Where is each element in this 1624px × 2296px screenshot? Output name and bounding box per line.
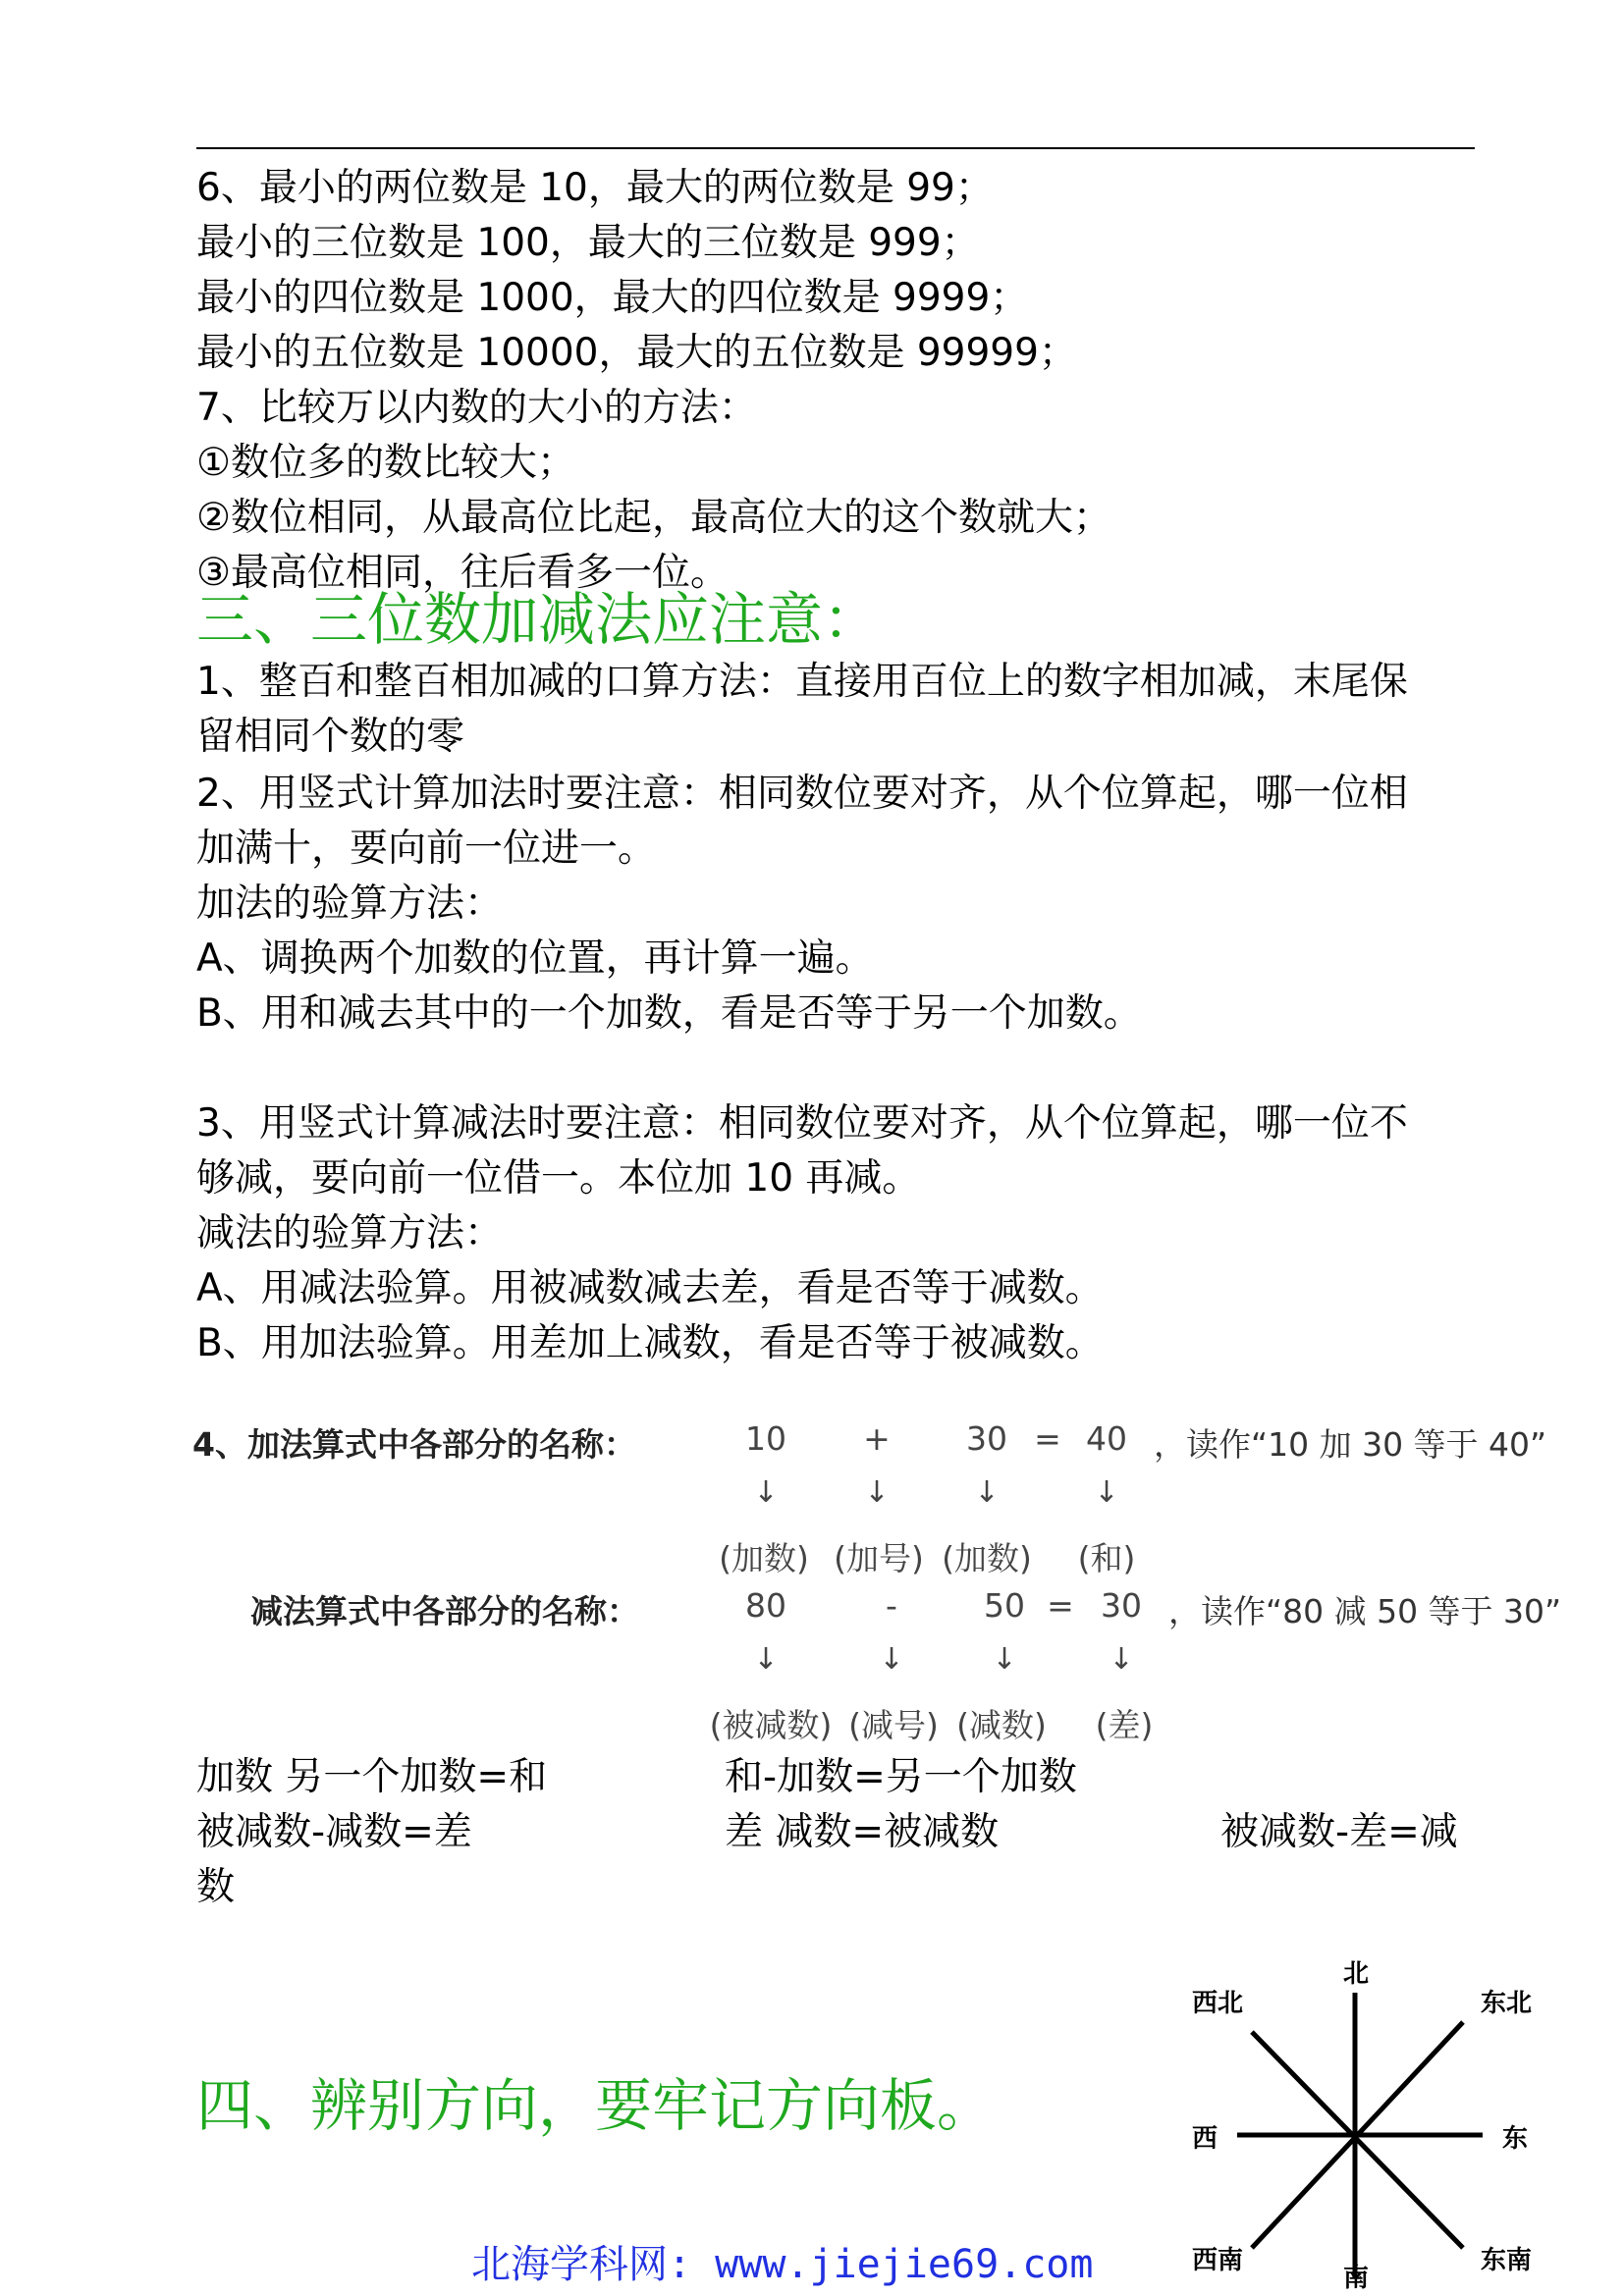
sub-name: (减号): [848, 1706, 939, 1744]
heading-3: 三、三位数加减法应注意：: [196, 586, 881, 653]
relation-3: 被减数-减数=差: [196, 1810, 472, 1854]
add-name: (加号): [834, 1539, 924, 1577]
sub-reading: ，读作“80 减 50 等于 30”: [1168, 1592, 1562, 1630]
add-label: 4、加法算式中各部分的名称：: [192, 1425, 636, 1464]
sub-label: 减法算式中各部分的名称：: [250, 1592, 639, 1630]
down-arrow-icon: ↓: [974, 1475, 1000, 1510]
sub-term: 30: [1101, 1586, 1142, 1625]
add-term: 30: [966, 1419, 1007, 1458]
add-reading: ，读作“10 加 30 等于 40”: [1154, 1425, 1547, 1464]
relation-1: 加数 另一个加数=和: [196, 1755, 548, 1799]
sub-term: =: [1047, 1586, 1074, 1625]
relation-5: 被减数-差=减: [1220, 1810, 1458, 1854]
s6-line4: 最小的五位数是 10000，最大的五位数是 99999；: [196, 331, 1077, 375]
compass-southwest: 西南: [1192, 2246, 1244, 2275]
compass-northwest: 西北: [1192, 1989, 1244, 2018]
compass-east: 东: [1502, 2124, 1529, 2154]
p3-line2: 够减，要向前一位借一。本位加 10 再减。: [196, 1156, 921, 1201]
p3-check-b: B、用加法验算。用差加上减数，看是否等于被减数。: [196, 1321, 1104, 1365]
compass-west: 西: [1192, 2124, 1218, 2154]
s6-line2: 最小的三位数是 100，最大的三位数是 999；: [196, 221, 980, 265]
s6-line3: 最小的四位数是 1000，最大的四位数是 9999；: [196, 276, 1029, 320]
sub-name: (减数): [956, 1706, 1047, 1744]
s6-line1: 6、最小的两位数是 10，最大的两位数是 99；: [196, 166, 994, 210]
down-arrow-icon: ↓: [753, 1475, 779, 1510]
sub-term: 50: [984, 1586, 1025, 1625]
down-arrow-icon: ↓: [992, 1642, 1017, 1677]
down-arrow-icon: ↓: [1094, 1475, 1119, 1510]
p2-check-b: B、用和减去其中的一个加数，看是否等于另一个加数。: [196, 991, 1142, 1036]
p3-line1: 3、用竖式计算减法时要注意：相同数位要对齐，从个位算起，哪一位不: [196, 1101, 1408, 1146]
compass-northeast: 东北: [1481, 1989, 1533, 2018]
p1-line1: 1、整百和整百相加减的口算方法：直接用百位上的数字相加减，末尾保: [196, 660, 1408, 704]
s7-title: 7、比较万以内数的大小的方法：: [196, 386, 757, 430]
p1-line2: 留相同个数的零: [196, 715, 465, 759]
sub-name: (差): [1095, 1706, 1154, 1744]
direction-board: [1168, 1953, 1581, 2293]
heading-4: 四、辨别方向，要牢记方向板。: [196, 2072, 995, 2139]
p3-check-a: A、用减法验算。用被减数减去差，看是否等于减数。: [196, 1266, 1104, 1310]
down-arrow-icon: ↓: [879, 1642, 904, 1677]
down-arrow-icon: ↓: [864, 1475, 890, 1510]
s7-item3: ③最高位相同，往后看多一位。: [196, 551, 729, 595]
sub-term: -: [886, 1586, 897, 1625]
footer-watermark: 北海学科网: www.jiejie69.com: [471, 2242, 1094, 2287]
p3-check-title: 减法的验算方法：: [196, 1211, 504, 1255]
compass-north: 北: [1343, 1959, 1370, 1989]
add-name: (和): [1077, 1539, 1136, 1577]
down-arrow-icon: ↓: [753, 1642, 779, 1677]
add-term: +: [863, 1419, 891, 1458]
add-term: 40: [1086, 1419, 1127, 1458]
add-term: 10: [745, 1419, 786, 1458]
sub-term: 80: [745, 1586, 786, 1625]
s7-item1: ①数位多的数比较大；: [196, 441, 575, 485]
header-rule: [196, 147, 1475, 149]
p2-line1: 2、用竖式计算加法时要注意：相同数位要对齐，从个位算起，哪一位相: [196, 772, 1408, 816]
p2-line2: 加满十，要向前一位进一。: [196, 827, 657, 871]
relation-2: 和-加数=另一个加数: [725, 1755, 1077, 1799]
s7-item2: ②数位相同，从最高位比起，最高位大的这个数就大；: [196, 496, 1111, 540]
relation-4: 差 减数=被减数: [725, 1810, 1000, 1854]
down-arrow-icon: ↓: [1109, 1642, 1134, 1677]
add-name: (加数): [942, 1539, 1032, 1577]
add-name: (加数): [719, 1539, 809, 1577]
sub-name: (被减数): [709, 1706, 833, 1744]
add-term: =: [1034, 1419, 1061, 1458]
p2-check-a: A、调换两个加数的位置，再计算一遍。: [196, 936, 874, 981]
relation-6: 数: [196, 1865, 236, 1909]
compass-southeast: 东南: [1481, 2246, 1533, 2275]
compass-south: 南: [1343, 2264, 1370, 2293]
p2-check-title: 加法的验算方法：: [196, 881, 504, 926]
